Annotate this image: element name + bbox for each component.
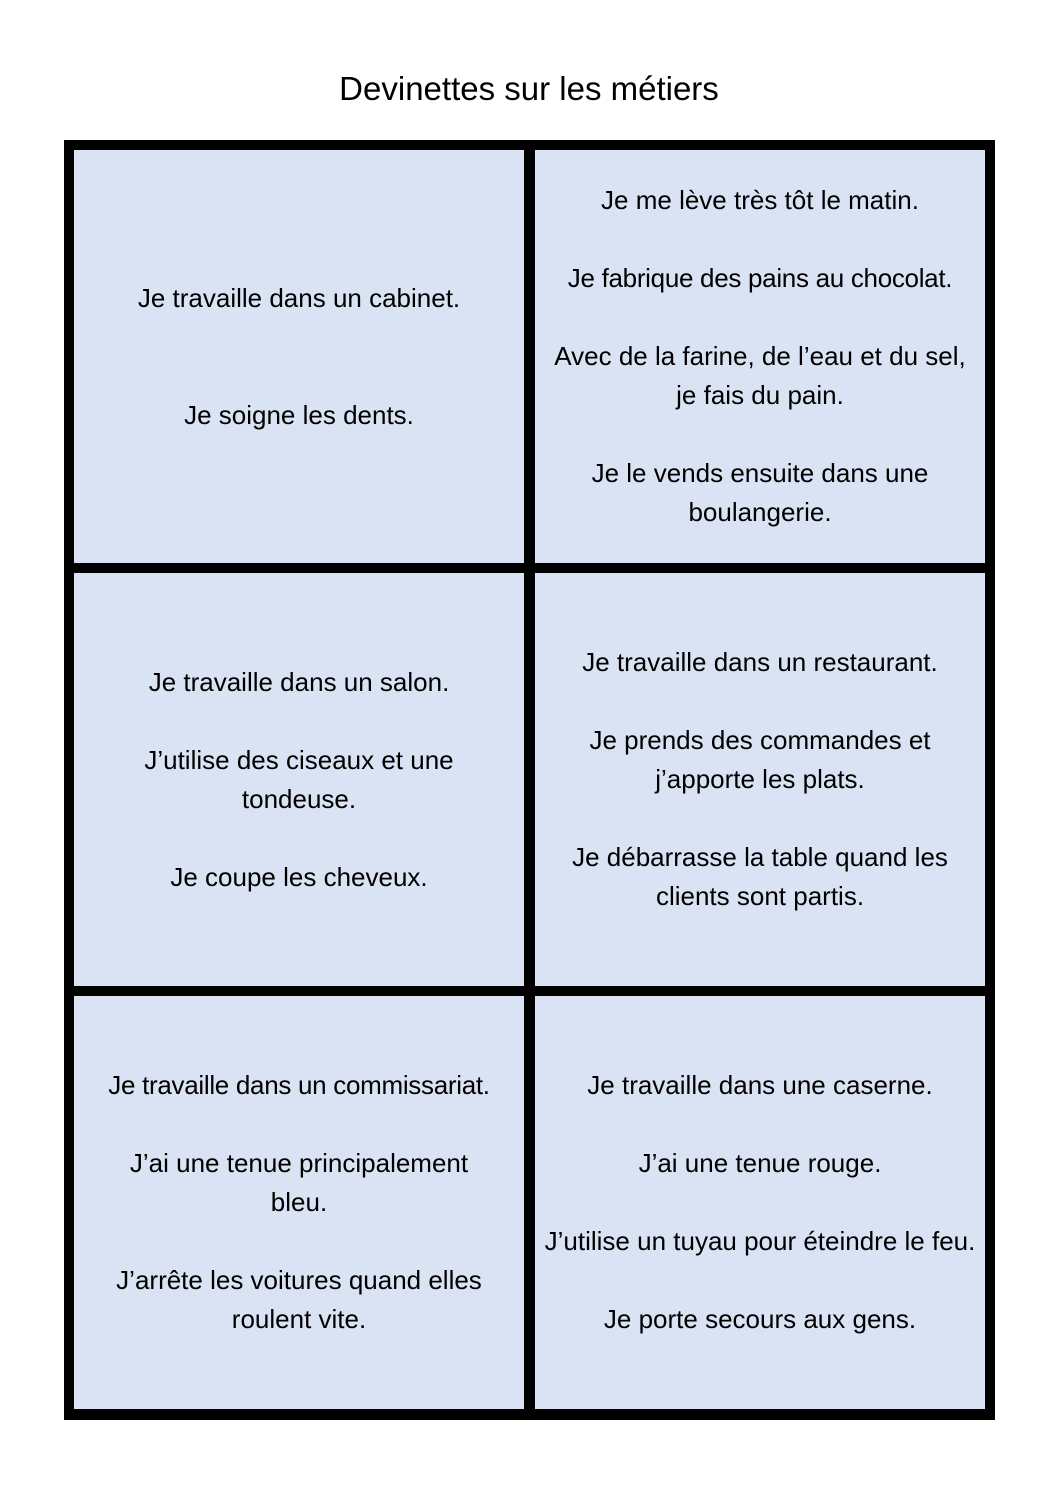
riddle-line: Je travaille dans une caserne.: [587, 1070, 933, 1100]
riddle-card-hairdresser: [74, 573, 524, 986]
riddle-line: J’ai une tenue rouge.: [638, 1148, 882, 1178]
riddle-card-dentist: [74, 150, 524, 563]
riddle-line: Avec de la farine, de l’eau et du sel, je fais du pain.: [554, 341, 966, 410]
riddle-line: Je travaille dans un salon.: [148, 666, 450, 697]
riddle-line: Je porte secours aux gens.: [603, 1304, 917, 1334]
riddle-line: Je le vends ensuite dans une boulangerie.: [591, 458, 929, 527]
riddle-line: Je me lève très tôt le matin.: [601, 185, 919, 215]
riddle-line: Je coupe les cheveux.: [170, 861, 428, 892]
riddle-line: J’ai une tenue principalement bleu.: [129, 1148, 469, 1217]
riddle-line: Je débarrasse la table quand les clients sont partis.: [572, 842, 948, 911]
riddle-card-baker: [535, 150, 985, 563]
riddle-line: Je soigne les dents.: [184, 399, 414, 430]
riddle-line: Je travaille dans un restaurant.: [582, 647, 938, 677]
riddle-line: J’arrête les voitures quand elles roulent vite.: [116, 1265, 482, 1334]
page-title: Devinettes sur les métiers: [339, 70, 719, 107]
riddle-card-police: [74, 996, 524, 1409]
riddle-line: J’utilise un tuyau pour éteindre le feu.: [544, 1226, 976, 1256]
riddle-line: J’utilise des ciseaux et une tondeuse.: [144, 744, 454, 814]
riddle-card-firefighter: [535, 996, 985, 1409]
riddle-card-waiter: [535, 573, 985, 986]
riddle-line: Je travaille dans un cabinet.: [137, 282, 461, 313]
riddle-line: Je prends des commandes et j’apporte les plats.: [589, 725, 931, 794]
riddle-grid: [64, 140, 995, 1420]
riddle-line: Je fabrique des pains au chocolat.: [567, 263, 953, 293]
riddle-line: Je travaille dans un commissariat.: [108, 1070, 490, 1100]
